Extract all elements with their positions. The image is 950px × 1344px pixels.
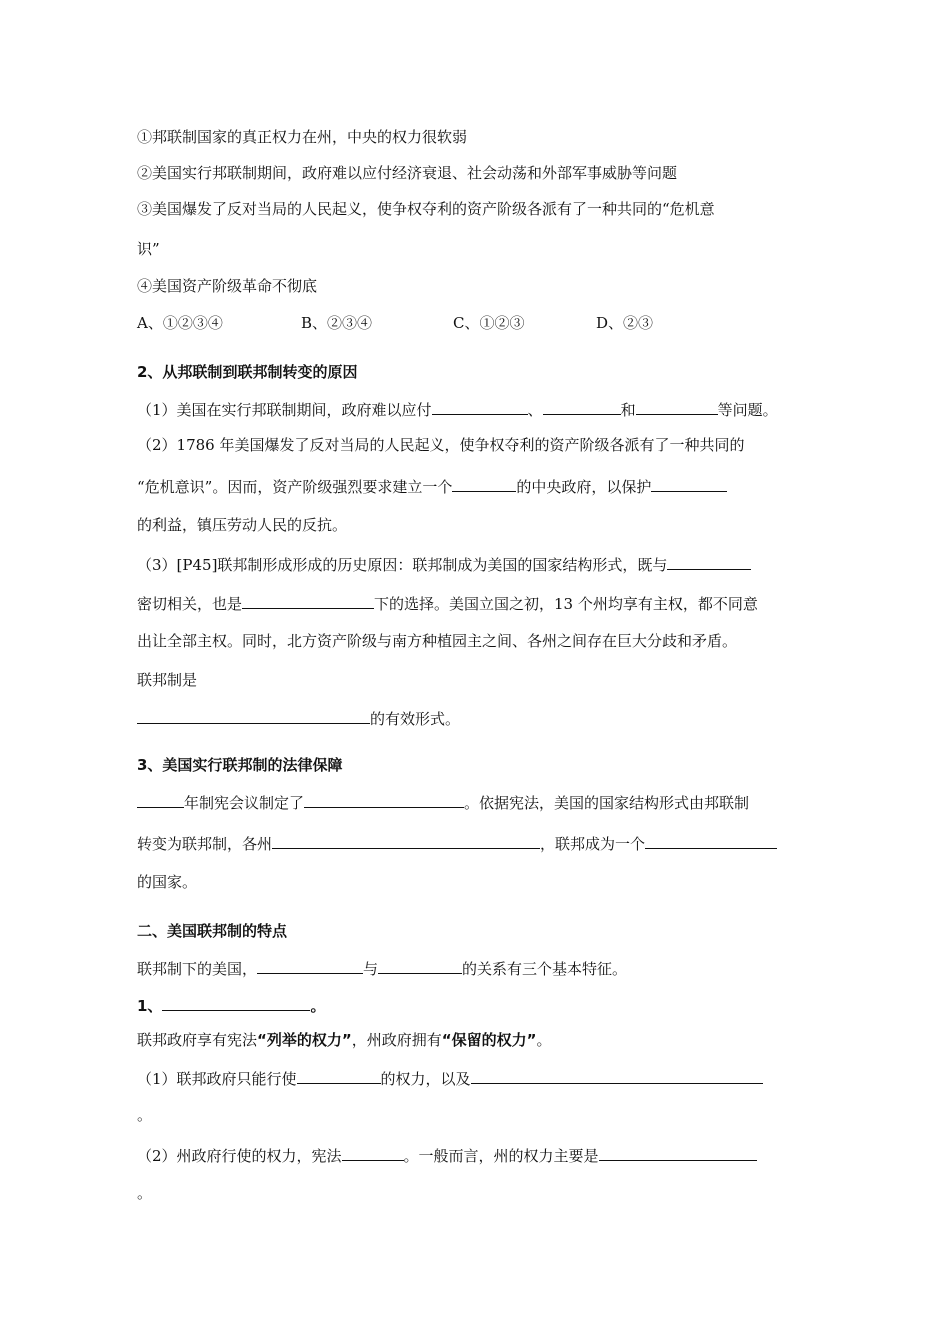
blank (651, 475, 727, 492)
sec2-p3-line2: 密切相关，也是 下的选择。美国立国之初，13 个州均享有主权，都不同意 (137, 592, 758, 614)
blank (342, 1144, 404, 1161)
sec3-line1: 年制宪会议制定了 。依据宪法，美国的国家结构形式由邦联制 (137, 791, 749, 813)
sec2-p3-line3: 出让全部主权。同时，北方资产阶级与南方种植园主之间、各州之间存在巨大分歧和矛盾。 (137, 632, 738, 650)
sec2-p3-line5: 的有效形式。 (137, 707, 460, 729)
blank (297, 1067, 381, 1084)
section-2-title: 2、从邦联制到联邦制转变的原因 (137, 363, 358, 381)
q1-item-3-cont: 识” (137, 240, 160, 258)
q1-option-c: C、①②③ (453, 314, 525, 332)
q1-item-1: ①邦联制国家的真正权力在州，中央的权力很软弱 (137, 128, 468, 146)
sec2-p3-line1: （3）[P45]联邦制形成形成的历史原因：联邦制成为美国的国家结构形式，既与 (137, 553, 751, 575)
section-3-title: 3、美国实行联邦制的法律保障 (137, 756, 343, 774)
sec2-p3-line4: 联邦制是 (137, 671, 198, 689)
sec3-line3: 的国家。 (137, 873, 198, 891)
sec2-p2-line1: （2）1786 年美国爆发了反对当局的人民起义，使争权夺利的资产阶级各派有了一种共同的 (137, 436, 745, 454)
part2-p2-end: 。 (137, 1184, 153, 1202)
part2-intro: 联邦制下的美国， 与 的关系有三个基本特征。 (137, 957, 627, 979)
sec2-p2-line2: “危机意识”。因而，资产阶级强烈要求建立一个 的中央政府，以保护 (137, 475, 727, 497)
blank (272, 832, 540, 849)
blank (137, 707, 370, 724)
blank (636, 398, 718, 415)
blank (304, 791, 464, 808)
blank (452, 475, 516, 492)
blank (543, 398, 621, 415)
q1-option-b: B、②③④ (301, 314, 373, 332)
part2-p2: （2）州政府行使的权力，宪法 。一般而言，州的权力主要是 (137, 1144, 757, 1166)
q1-item-2: ②美国实行邦联制期间，政府难以应付经济衰退、社会动荡和外部军事威胁等问题 (137, 164, 678, 182)
part2-powers: 联邦政府享有宪法“列举的权力”，州政府拥有“保留的权力”。 (137, 1031, 552, 1049)
part2-p1-end: 。 (137, 1106, 153, 1124)
q1-item-4: ④美国资产阶级革命不彻底 (137, 277, 318, 295)
blank (378, 957, 462, 974)
blank (137, 791, 184, 808)
blank (471, 1067, 763, 1084)
q1-option-d: D、②③ (596, 314, 654, 332)
sec2-p2-line3: 的利益，镇压劳动人民的反抗。 (137, 516, 348, 534)
blank (645, 832, 777, 849)
blank (432, 398, 528, 415)
blank (242, 592, 374, 609)
q1-item-3: ③美国爆发了反对当局的人民起义，使争权夺利的资产阶级各派有了一种共同的“危机意 (137, 200, 715, 218)
part2-p1: （1）联邦政府只能行使 的权力，以及 (137, 1067, 763, 1089)
blank (667, 553, 751, 570)
sec3-line2: 转变为联邦制，各州 ，联邦成为一个 (137, 832, 777, 854)
blank (162, 994, 310, 1011)
part-2-title: 二、美国联邦制的特点 (137, 922, 288, 940)
sec2-p1: （1）美国在实行邦联制期间，政府难以应付 、 和 等问题。 (137, 398, 778, 420)
blank (257, 957, 363, 974)
blank (599, 1144, 757, 1161)
q1-option-a: A、①②③④ (137, 314, 223, 332)
part2-item-1: 1、 。 (137, 994, 325, 1016)
